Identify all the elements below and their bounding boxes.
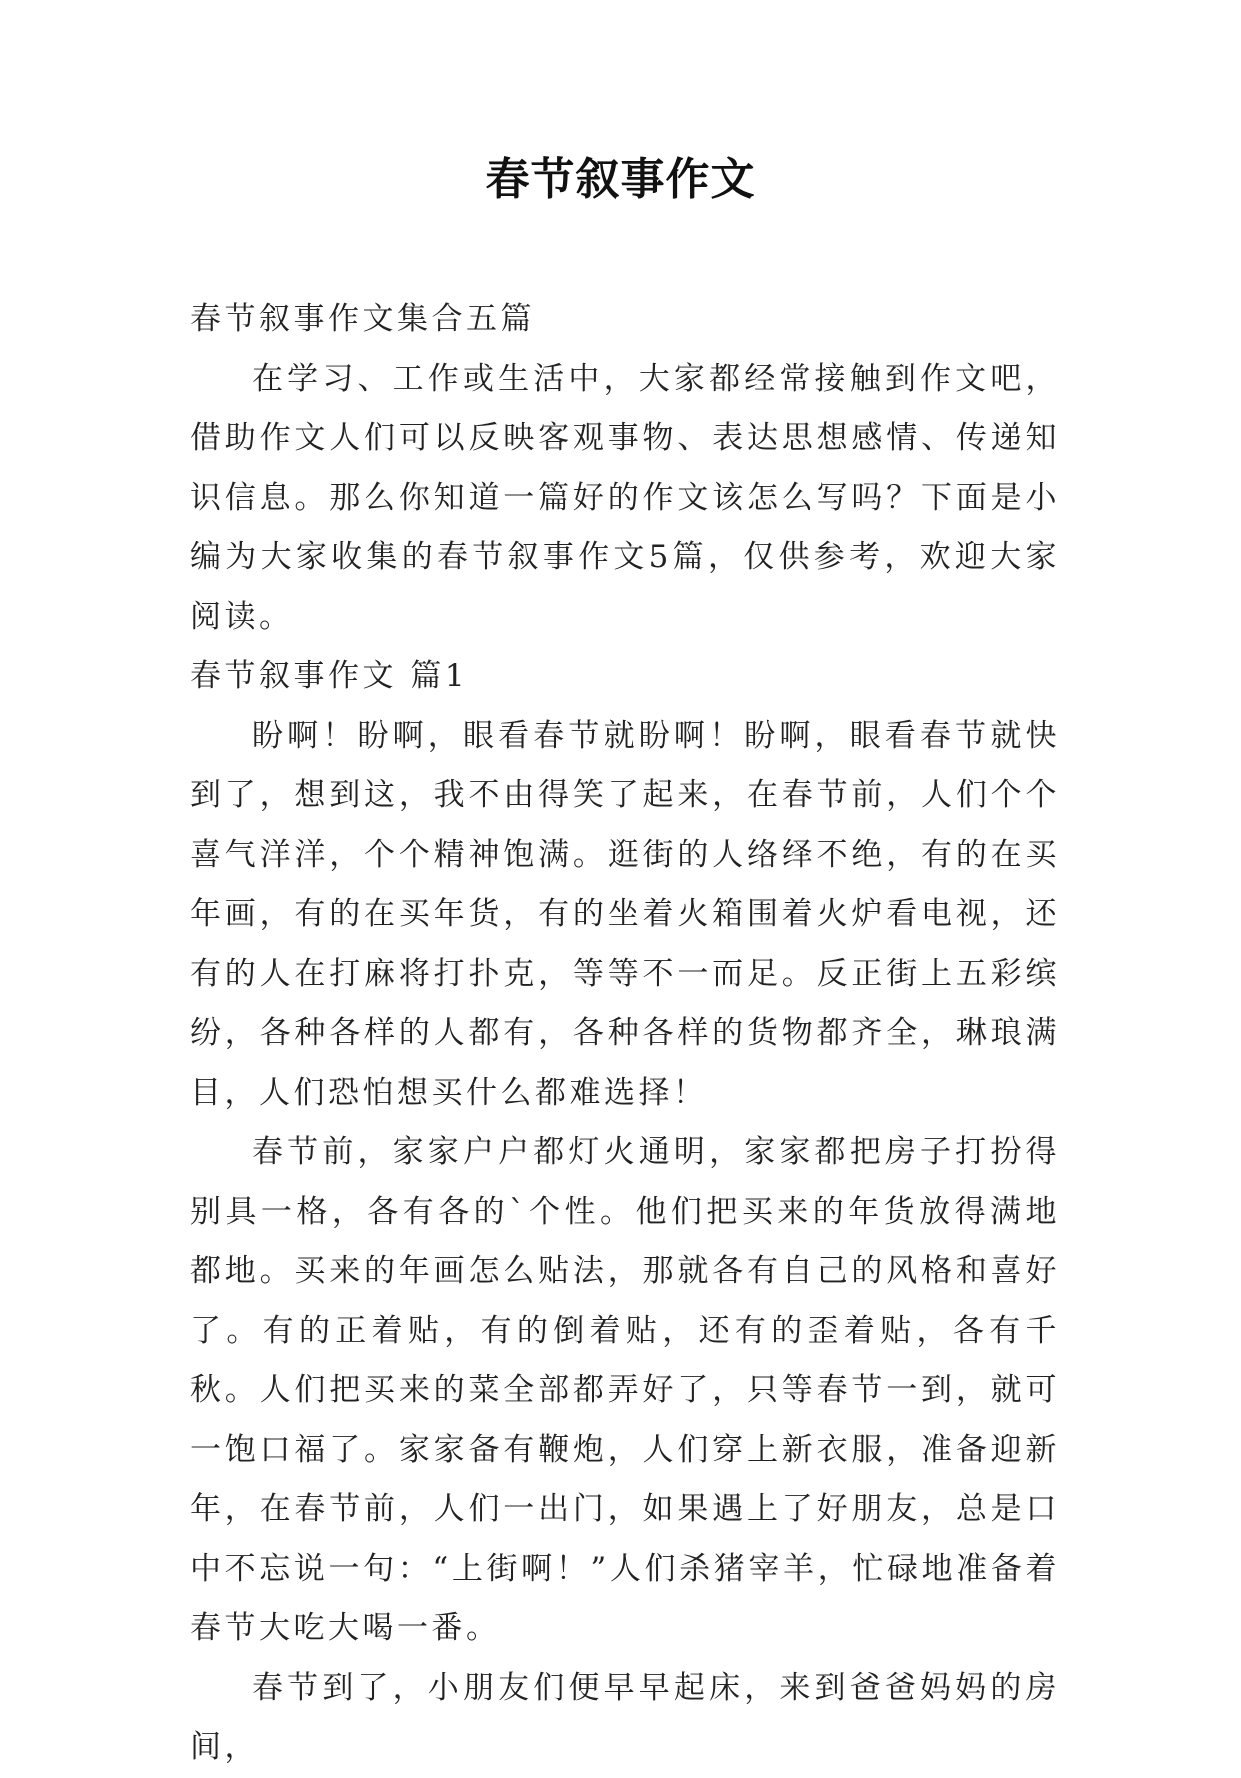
document-body xyxy=(190,290,1060,1778)
body-paragraph-3: 春节到了，小朋友们便早早起床，来到爸爸妈妈的房间， xyxy=(190,1669,1060,1765)
document-subtitle: 春节叙事作文集合五篇 xyxy=(190,301,535,337)
intro-paragraph: 在学习、工作或生活中，大家都经常接触到作文吧，借助作文人们可以反映客观事物、表达思想感情、传递知识信息。那么你知道一篇好的作文该怎么写吗？下面是小编为大家收集的春节叙事作文5篇，仅供参考，欢迎大家阅读。 xyxy=(190,360,1060,635)
section-heading: 春节叙事作文 篇1 xyxy=(190,658,469,694)
body-paragraph-1: 盼啊！盼啊，眼看春节就盼啊！盼啊，眼看春节就快到了，想到这，我不由得笑了起来，在春节前，人们个个喜气洋洋，个个精神饱满。逛街的人络绎不绝，有的在买年画，有的在买年货，有的坐着火箱围着火炉看电视，还有的人在打麻将打扑克，等等不一而足。反正街上五彩缤纷，各种各样的人都有，各种各样的货物都齐全，琳琅满目，人们恐怕想买什么都难选择！ xyxy=(190,717,1060,1111)
body-paragraph-2: 春节前，家家户户都灯火通明，家家都把房子打扮得别具一格，各有各的`个性。他们把买来的年货放得满地都地。买来的年画怎么贴法，那就各有自己的风格和喜好了。有的正着贴，有的倒着贴，还有的歪着贴，各有千秋。人们把买来的菜全部都弄好了，只等春节一到，就可一饱口福了。家家备有鞭炮，人们穿上新衣服，准备迎新年，在春节前，人们一出门，如果遇上了好朋友，总是口中不忘说一句：“上街啊！”人们杀猪宰羊，忙碌地准备着春节大吃大喝一番。 xyxy=(190,1134,1060,1646)
document-title: 春节叙事作文 xyxy=(485,154,756,205)
